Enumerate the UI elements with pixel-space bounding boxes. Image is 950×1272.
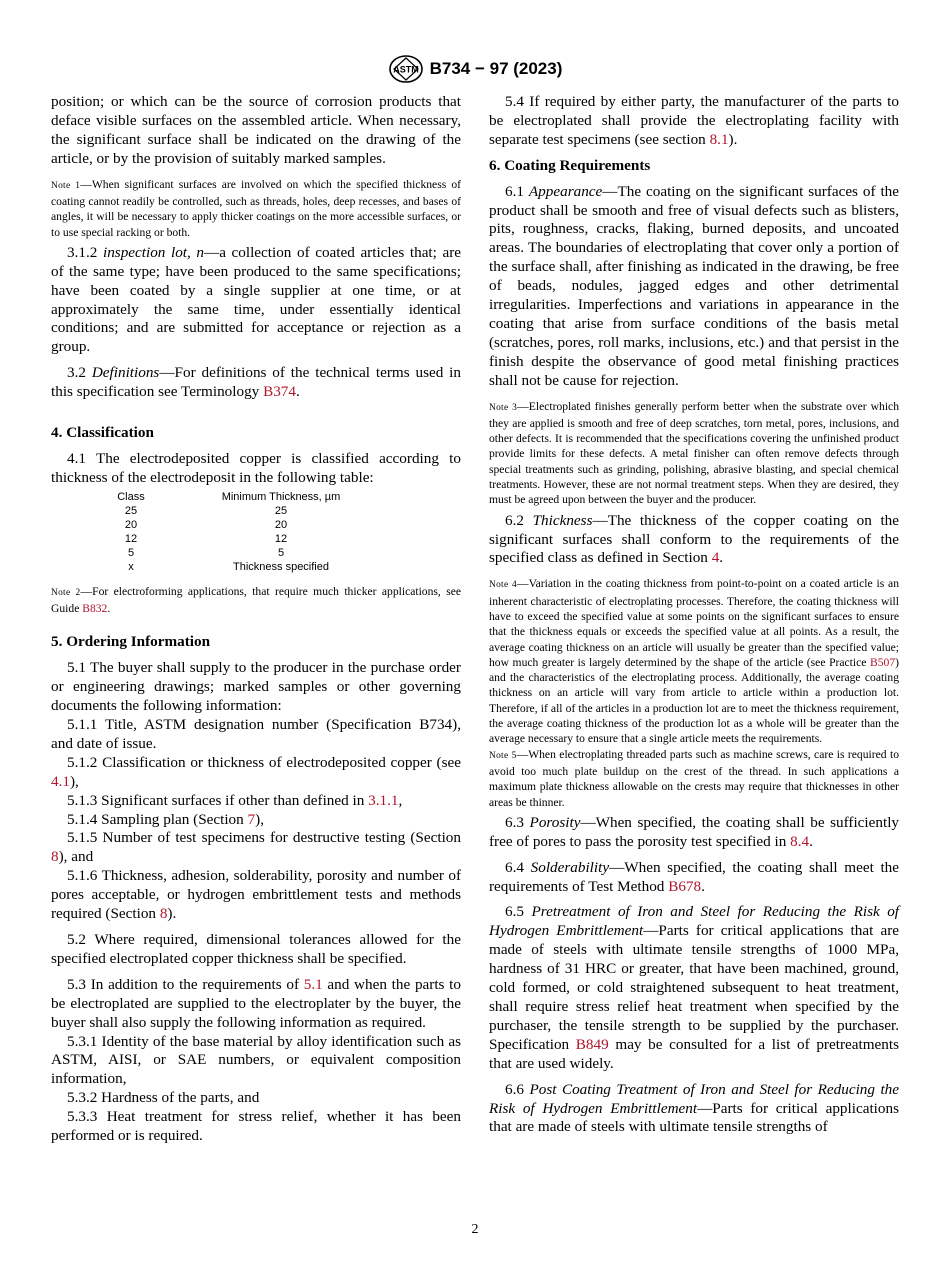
- note-label: Note 1: [51, 180, 81, 191]
- section-heading-4: 4. Classification: [51, 424, 154, 442]
- paragraph-5-3-3: 5.3.3 Heat treatment for stress relief, whether it has been performed or is required.: [51, 1108, 461, 1145]
- paragraph-continuation: position; or which can be the source of corrosion products that deface visible surfaces on the assembled article. When necessary, the significant surface shall be indicated on the drawing of the article, or by the provision of suitably marked samples.: [51, 93, 461, 167]
- paragraph-5-1-5: 5.1.5 Number of test specimens for destructive testing (Section 8), and: [51, 829, 461, 866]
- paragraph-4-1: 4.1 The electrodeposited copper is classified according to thickness of the electrodeposit in the following table:: [51, 449, 461, 486]
- paragraph-5-1-2: 5.1.2 Classification or thickness of electrodeposited copper (see 4.1),: [51, 753, 461, 790]
- ref-link[interactable]: 5.1: [303, 975, 323, 993]
- svg-text:ASTM: ASTM: [392, 64, 419, 75]
- ref-link[interactable]: B374: [263, 383, 296, 401]
- paragraph-5-1-4: 5.1.4 Sampling plan (Section 7),: [67, 810, 264, 828]
- section-heading-5: 5. Ordering Information: [51, 633, 211, 651]
- paragraph-6-5: 6.5 Pretreatment of Iron and Steel for Reducing the Risk of Hydrogen Embrittlement—Parts for critical applications that are made of steels with ultimate tensile strengths of 1000 MPa, hardness of 31 HRC or greater, that have been machined, ground, cold formed, or cold straightened subsequent to heat treatment, shall require stress relief heat treatment when specified by the purchaser, the tensile strength to be supplied by the purchaser. Specification B849 may be consulted for a list of pretreatments that are used widely.: [489, 903, 900, 1072]
- table-row: x Thickness specified: [128, 560, 329, 573]
- page-header: [0, 54, 950, 89]
- paragraph-5-3-1: 5.3.1 Identity of the base material by alloy identification such as ASTM, AISI, or SAE numbers, or equivalent composition information,: [51, 1032, 461, 1088]
- left-column: [51, 93, 461, 1146]
- table-row: 12 12: [124, 532, 288, 545]
- note-label: Note 3: [489, 402, 518, 413]
- ref-link[interactable]: B507: [870, 655, 896, 669]
- table-row: 20 20: [124, 518, 288, 531]
- note-4: Note 4—Variation in the coating thickness from point-to-point on a coated article is an inherent characteristic of electroplating processes. Therefore, the coating thickness will have to exceed the specified value at some points on the significant surfaces to ensure that the thickness equals or exceeds the specified value at all points. As a result, the average coating thickness on an article will usually be greater than the specified value; how much greater is largely determined by the shape of the article (see Practice B507) and the characteristics of the electroplating process. Additionally, the average coating thickness on an article will vary from article to article within a production lot. Therefore, if all of the articles in a production lot are to meet the thickness requirement, the average coating thickness of the production lot as a whole will be greater than the average necessary to ensure that a single article meets the requirements.: [489, 577, 899, 746]
- table-row: 5 5: [127, 546, 285, 559]
- paragraph-5-3: 5.3 In addition to the requirements of 5.1 and when the parts to be electroplated are supplied to the electroplater by the buyer, the buyer shall also supply the following information as required.: [51, 975, 461, 1031]
- note-label: Note 4: [489, 580, 517, 591]
- note-1: Note 1—When significant surfaces are involved on which the specified thickness of coating cannot readily be controlled, such as threads, holes, deep recesses, and bases of angles, it will be necessary to apply thicker coatings on the more accessible surfaces, or to use special racking or both.: [51, 177, 461, 239]
- note-2: Note 2—For electroforming applications, that require much thicker applications, see Guide B832.: [51, 584, 461, 616]
- paragraph-5-3-2: 5.3.2 Hardness of the parts, and: [67, 1089, 260, 1107]
- ref-link[interactable]: 4: [711, 549, 720, 567]
- table-header-row: Class Minimum Thickness, µm: [117, 490, 341, 503]
- note-label: Note 5: [489, 750, 517, 761]
- ref-link[interactable]: B832: [82, 602, 108, 616]
- paragraph-5-1-3: 5.1.3 Significant surfaces if other than defined in 3.1.1,: [67, 791, 403, 809]
- ref-link[interactable]: B849: [575, 1035, 609, 1053]
- ref-link[interactable]: 8.1: [709, 130, 729, 148]
- paragraph-6-1: 6.1 Appearance—The coating on the significant surfaces of the product shall be smooth and free of visual defects such as blisters, pits, roughness, cracks, flaking, burned deposits, and uncoated areas. The boundaries of electroplating that cover only a portion of the surface shall, after finishing as indicated in the drawing, be free of beads, nodules, jagged edges and other detrimental irregularities. Imperfections and variations in appearance in the coating that arise from surface conditions of the basis metal (scratches, pores, roll marks, inclusions, etc.) and that persist in the finish despite the observance of good metal finishing practices shall not be cause for rejection.: [489, 182, 900, 389]
- ref-link[interactable]: 4.1: [51, 772, 70, 790]
- table-row: 25 25: [124, 504, 288, 517]
- paragraph-6-4: 6.4 Solderability—When specified, the coating shall meet the requirements of Test Method B678.: [489, 858, 899, 895]
- astm-logo-icon: [388, 54, 424, 84]
- note-label: Note 2: [51, 587, 81, 598]
- note-5: Note 5—When electroplating threaded parts such as machine screws, care is required to avoid too much plate buildup on the crest of the thread. In such applications a maximum plate thickness allowable on the crests may require that thicknesses in other areas be thinner.: [489, 747, 899, 809]
- paragraph-6-6: 6.6 Post Coating Treatment of Iron and Steel for Reducing the Risk of Hydrogen Embrittlement—Parts for critical applications that are made of steels with ultimate tensile strengths of: [489, 1080, 900, 1136]
- paragraph-5-1-6: 5.1.6 Thickness, adhesion, solderability, porosity and number of pores acceptable, or hydrogen embrittlement tests and methods required (Section 8).: [51, 867, 461, 923]
- note-3: Note 3—Electroplated finishes generally perform better when the substrate over which they are applied is smooth and free of deep scratches, torn metal, pores, inclusions, and other defects. It is recommended that the specifications covering the unfinished product provide limits for these defects. A metal finisher can often remove defects through special treatments such as grinding, polishing, abrasive blasting, and special chemical treatments. However, these are not normal treatment steps. When they are desired, they must be agreed upon between the buyer and the producer.: [489, 399, 899, 507]
- ref-link[interactable]: 8.4: [790, 832, 810, 850]
- paragraph-5-1-1: 5.1.1 Title, ASTM designation number (Specification B734), and date of issue.: [51, 716, 461, 752]
- paragraph-6-3: 6.3 Porosity—When specified, the coating shall be sufficiently free of pores to pass the porosity test specified in 8.4.: [489, 813, 900, 850]
- ref-link[interactable]: 7: [247, 810, 256, 828]
- paragraph-5-1: 5.1 The buyer shall supply to the producer in the purchase order or engineering drawings; marked samples or other governing documents the following information:: [51, 659, 461, 715]
- right-column: [489, 93, 899, 1137]
- paragraph-3-2: 3.2 Definitions—For definitions of the technical terms used in this specification see Terminology B374.: [51, 364, 461, 401]
- page-number: 2: [471, 1222, 479, 1237]
- designation: B734 − 97 (2023): [429, 59, 563, 78]
- classification-table: [107, 490, 407, 574]
- paragraph-3-1-2: 3.1.2 inspection lot, n—a collection of coated articles that; are of the same type; have been produced to the same specifications; have been coated by a single supplier at one time, or at approximately the same time, under essentially identical conditions; and are submitted for acceptance or rejection as a group.: [51, 243, 461, 356]
- ref-link[interactable]: 8: [51, 848, 59, 866]
- paragraph-5-4: 5.4 If required by either party, the manufacturer of the parts to be electroplated shall provide the electroplating facility with separate test specimens (see section 8.1).: [489, 93, 899, 148]
- ref-link[interactable]: 8: [159, 905, 168, 923]
- paragraph-6-2: 6.2 Thickness—The thickness of the copper coating on the significant surfaces shall conform to the requirements of the specified class as defined in Section 4.: [489, 511, 900, 567]
- ref-link[interactable]: 3.1.1: [368, 791, 399, 809]
- section-heading-6: 6. Coating Requirements: [489, 156, 651, 174]
- paragraph-5-2: 5.2 Where required, dimensional tolerances allowed for the specified electroplated copper thickness shall be specified.: [51, 930, 461, 967]
- ref-link[interactable]: B678: [668, 877, 702, 895]
